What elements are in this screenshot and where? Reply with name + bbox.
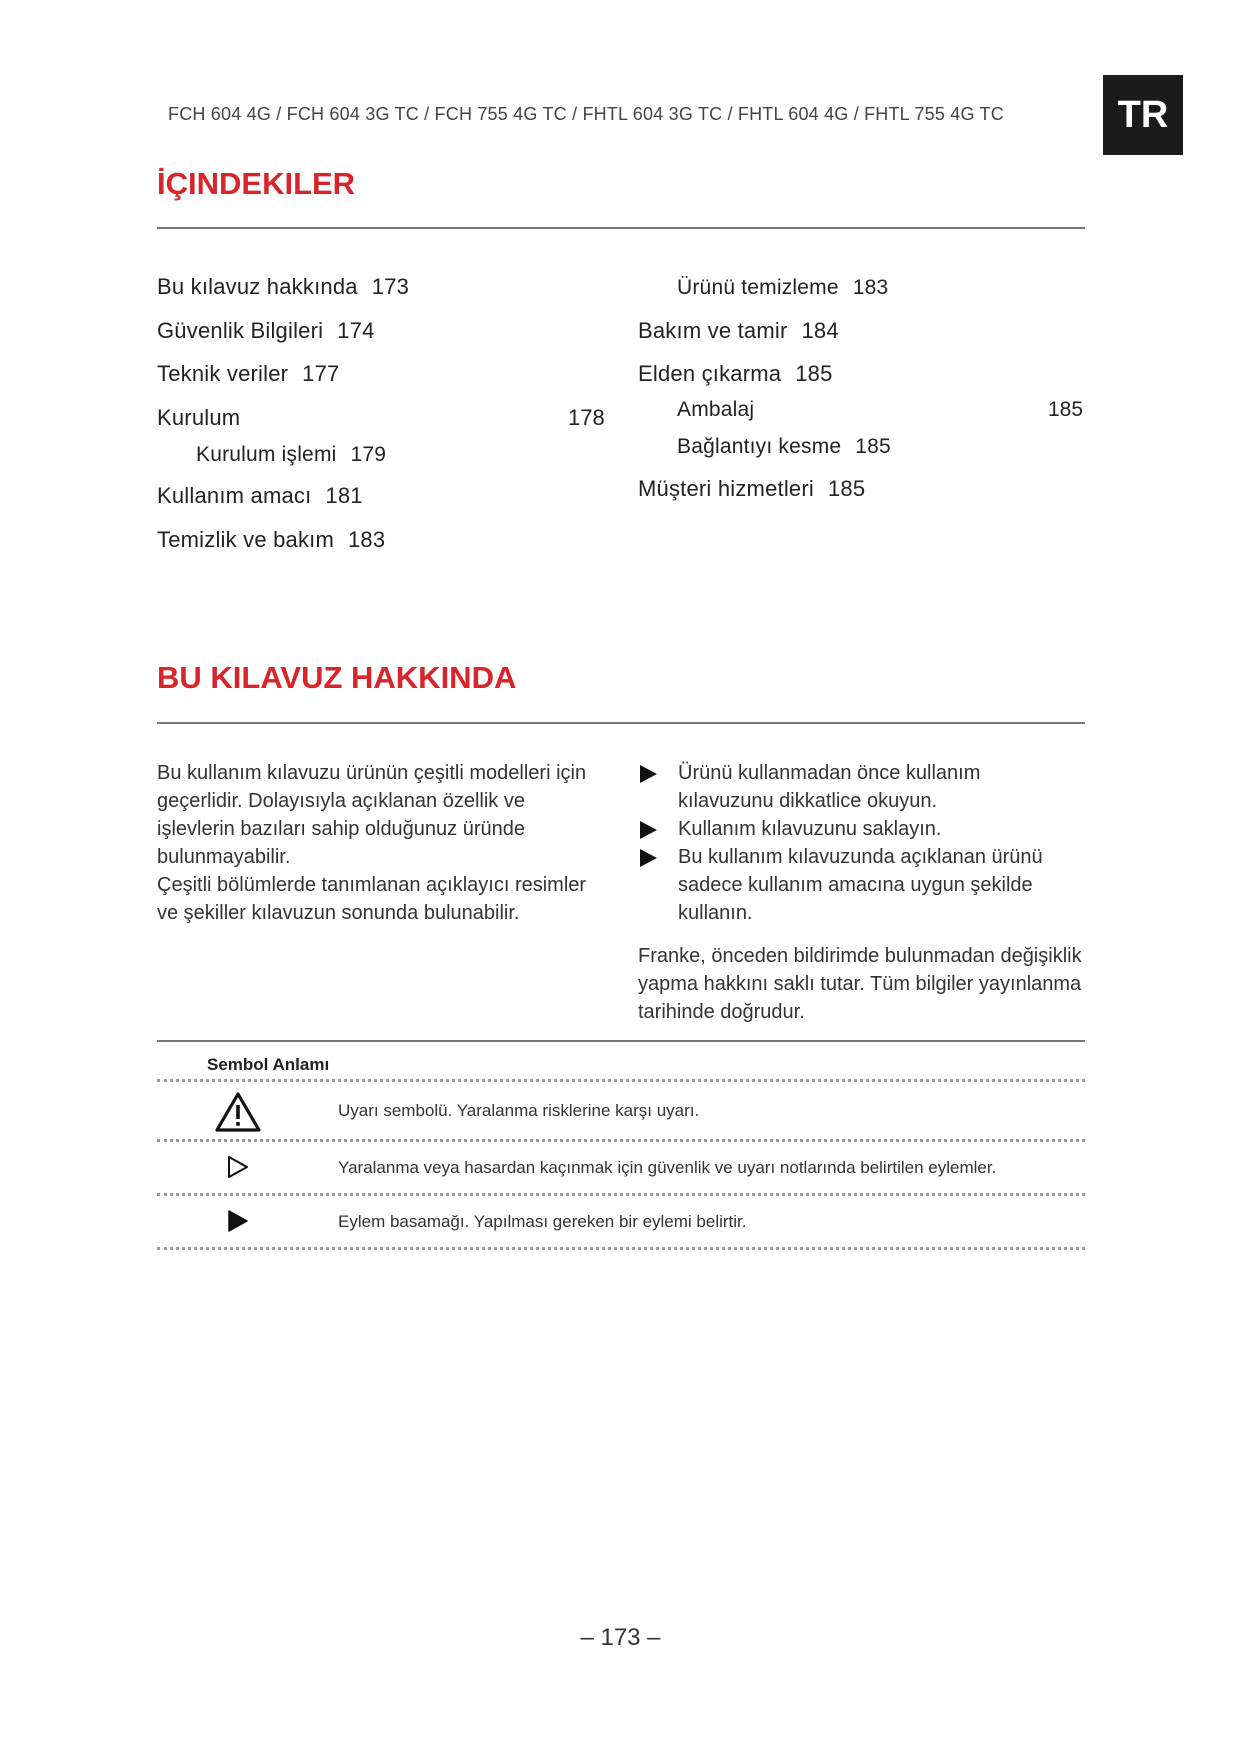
about-divider bbox=[157, 722, 1085, 724]
toc-item-baglantiyi-kesme[interactable] bbox=[677, 435, 891, 459]
toc-item-urunu-temizleme[interactable] bbox=[677, 276, 888, 300]
action-text: Kullanım kılavuzunu saklayın. bbox=[678, 818, 942, 840]
symbol-meaning: Uyarı sembolü. Yaralanma risklerine karşı uyarı. bbox=[338, 1101, 700, 1120]
action-step-1 bbox=[640, 759, 1080, 815]
toc-label: Bakım ve tamir bbox=[638, 318, 788, 343]
toc-label: Bu kılavuz hakkında bbox=[157, 274, 358, 299]
toc-page: 184 bbox=[801, 318, 839, 343]
toc-item-kurulum-islemi[interactable] bbox=[196, 443, 386, 467]
symbol-row-outline-triangle bbox=[157, 1141, 1085, 1193]
page-number: – 173 – bbox=[580, 1624, 661, 1651]
toc-item-ambalaj[interactable] bbox=[677, 398, 754, 422]
toc-label: Bağlantıyı kesme bbox=[677, 435, 842, 458]
toc-item-guvenlik[interactable] bbox=[157, 318, 375, 344]
toc-page: 185 bbox=[827, 476, 866, 501]
toc-item-elden-cikarma[interactable] bbox=[638, 361, 833, 387]
filled-triangle-icon bbox=[227, 1209, 249, 1233]
toc-label: Müşteri hizmetleri bbox=[638, 476, 814, 501]
toc-item-kurulum[interactable] bbox=[157, 405, 240, 431]
about-paragraph-2: Çeşitli bölümlerde tanımlanan açıklayıcı resimler ve şekiller kılavuzun sonunda bulunabilir. bbox=[157, 874, 587, 924]
toc-label: Kullanım amacı bbox=[157, 483, 312, 508]
action-triangle-icon bbox=[640, 821, 657, 839]
action-step-2 bbox=[640, 815, 1080, 843]
symbols-divider bbox=[157, 1040, 1085, 1042]
about-title: BU KILAVUZ HAKKINDA bbox=[157, 660, 517, 695]
about-paragraph-right: Franke, önceden bildirimde bulunmadan değişiklik yapma hakkını saklı tutar. Tüm bilgiler yayınlanma tarihinde doğrudur. bbox=[638, 945, 1082, 1023]
toc-page: 179 bbox=[350, 443, 387, 466]
symbol-row-warning bbox=[157, 1081, 1085, 1139]
model-list: FCH 604 4G / FCH 604 3G TC / FCH 755 4G TC / FHTL 604 3G TC / FHTL 604 4G / FHTL 755 4G TC bbox=[168, 104, 1004, 124]
toc-item-bakim[interactable] bbox=[638, 318, 839, 344]
toc-page: 181 bbox=[325, 483, 363, 508]
about-paragraph-1: Bu kullanım kılavuzu ürünün çeşitli modelleri için geçerlidir. Dolayısıyla açıklanan özellik ve işlevlerin bazıları sahip olduğunuz üründe bulunmayabilir. bbox=[157, 762, 587, 868]
toc-page-ambalaj: 185 bbox=[1048, 398, 1084, 421]
action-step-3 bbox=[640, 843, 1080, 927]
toc-label: Ambalaj bbox=[677, 398, 755, 421]
toc-page: 185 bbox=[795, 361, 833, 386]
toc-page: 177 bbox=[302, 361, 340, 386]
dotted-separator bbox=[157, 1247, 1085, 1250]
toc-page-kurulum: 178 bbox=[568, 405, 605, 430]
action-text: Bu kullanım kılavuzunda açıklanan ürünü sadece kullanım amacına uygun şekilde kullanın. bbox=[678, 846, 1043, 924]
action-text: Ürünü kullanmadan önce kullanım kılavuzunu dikkatlice okuyun. bbox=[678, 762, 981, 812]
outline-triangle-icon bbox=[227, 1155, 249, 1179]
toc-label: Güvenlik Bilgileri bbox=[157, 318, 324, 343]
toc-page: 173 bbox=[371, 274, 410, 299]
toc-label: Elden çıkarma bbox=[638, 361, 782, 386]
toc-item-kullanim-amaci[interactable] bbox=[157, 483, 363, 509]
action-triangle-icon bbox=[640, 765, 657, 783]
symbol-meaning: Eylem basamağı. Yapılması gereken bir eylemi belirtir. bbox=[338, 1212, 747, 1231]
symbols-header: Sembol Anlamı bbox=[207, 1055, 330, 1074]
warning-triangle-icon bbox=[214, 1091, 262, 1133]
toc-page: 183 bbox=[348, 527, 386, 552]
toc-page: 183 bbox=[852, 276, 889, 299]
symbol-meaning: Yaralanma veya hasardan kaçınmak için güvenlik ve uyarı notlarında belirtilen eylemler. bbox=[338, 1158, 997, 1177]
toc-item-bu-kilavuz[interactable] bbox=[157, 274, 409, 300]
toc-label: Ürünü temizleme bbox=[677, 276, 839, 299]
toc-label: Kurulum bbox=[157, 405, 241, 430]
toc-label: Temizlik ve bakım bbox=[157, 527, 334, 552]
toc-title: İÇINDEKILER bbox=[157, 166, 356, 201]
toc-divider bbox=[157, 227, 1085, 229]
toc-item-musteri-hizmetleri[interactable] bbox=[638, 476, 865, 502]
language-tab: TR bbox=[1103, 75, 1183, 155]
toc-label: Kurulum işlemi bbox=[196, 443, 337, 466]
toc-item-teknik[interactable] bbox=[157, 361, 339, 387]
toc-page: 185 bbox=[855, 435, 891, 458]
action-triangle-icon bbox=[640, 849, 657, 867]
toc-page: 174 bbox=[337, 318, 375, 343]
symbol-row-filled-triangle bbox=[157, 1195, 1085, 1247]
toc-item-temizlik[interactable] bbox=[157, 527, 385, 553]
toc-label: Teknik veriler bbox=[157, 361, 289, 386]
